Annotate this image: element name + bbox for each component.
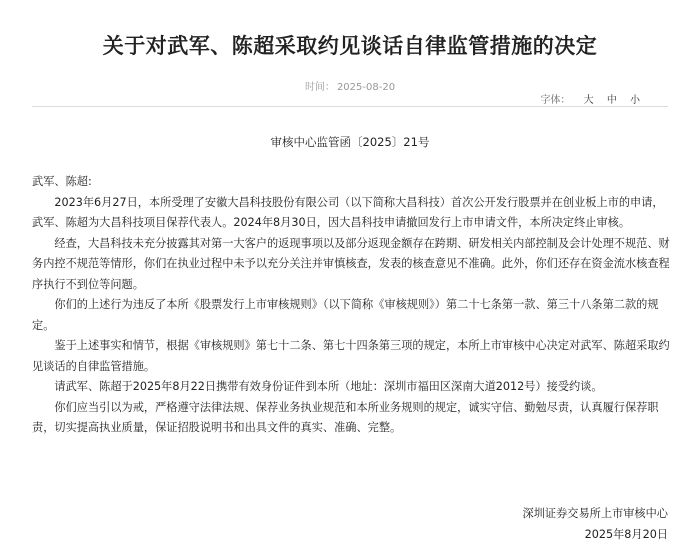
- font-size-label: 字体：: [540, 95, 571, 106]
- body-paragraph: 你们的上述行为违反了本所《股票发行上市审核规则》（以下简称《审核规则》）第二十七条第一款、第三十八条第二款的规定。: [32, 298, 659, 332]
- font-size-small-button[interactable]: 小: [630, 95, 640, 106]
- body-paragraph: 你们应当引以为戒，严格遵守法律法规、保荐业务执业规范和本所业务规则的规定，诚实守信、勤勉尽责，认真履行保荐职责，切实提高执业质量，保证招股说明书和出具文件的真实、准确、完整。: [32, 400, 659, 434]
- signature-date: 2025年8月20日: [584, 527, 668, 541]
- page-title: 关于对武军、陈超采取约见谈话自律监管措施的决定: [102, 34, 598, 58]
- body-paragraph: 鉴于上述事实和情节，根据《审核规则》第七十二条、第七十四条第三项的规定，本所上市审核中心决定对武军、陈超采取约见谈话的自律监管措施。: [32, 339, 670, 373]
- time-label: 时间：: [304, 82, 335, 93]
- body-paragraph: 经查，大昌科技未充分披露其对第一大客户的返现事项以及部分返现金额存在跨期、研发相关内部控制及会计处理不规范、财务内控不规范等情形，你们在执业过程中未予以充分关注并审慎核查，发表的核查意见不准确。此外，你们还存在资金流水核查程序执行不到位等问题。: [32, 236, 670, 291]
- font-size-medium-button[interactable]: 中: [606, 95, 617, 106]
- time-value: 2025-08-20: [336, 82, 396, 93]
- body-paragraph: 2023年6月27日，本所受理了安徽大昌科技股份有限公司（以下简称大昌科技）首次公开发行股票并在创业板上市的申请，武军、陈超为大昌科技项目保荐代表人。2024年8月30日，因大昌科技申请撤回发行上市申请文件，本所决定终止审核。: [32, 195, 664, 229]
- body-paragraph: 请武军、陈超于2025年8月22日携带有效身份证件到本所（地址：深圳市福田区深南大道2012号）接受约谈。: [54, 380, 603, 393]
- font-size-selector: [540, 91, 640, 106]
- document-body: [32, 172, 670, 439]
- font-size-large-button[interactable]: 大: [583, 95, 594, 106]
- salutation: 武军、陈超:: [32, 175, 92, 188]
- header-divider: [32, 106, 668, 107]
- signature-org: 深圳证券交易所上市审核中心: [522, 507, 668, 520]
- document-number: 审核中心监管函〔2025〕21号: [270, 135, 430, 149]
- signature-block: [523, 504, 668, 545]
